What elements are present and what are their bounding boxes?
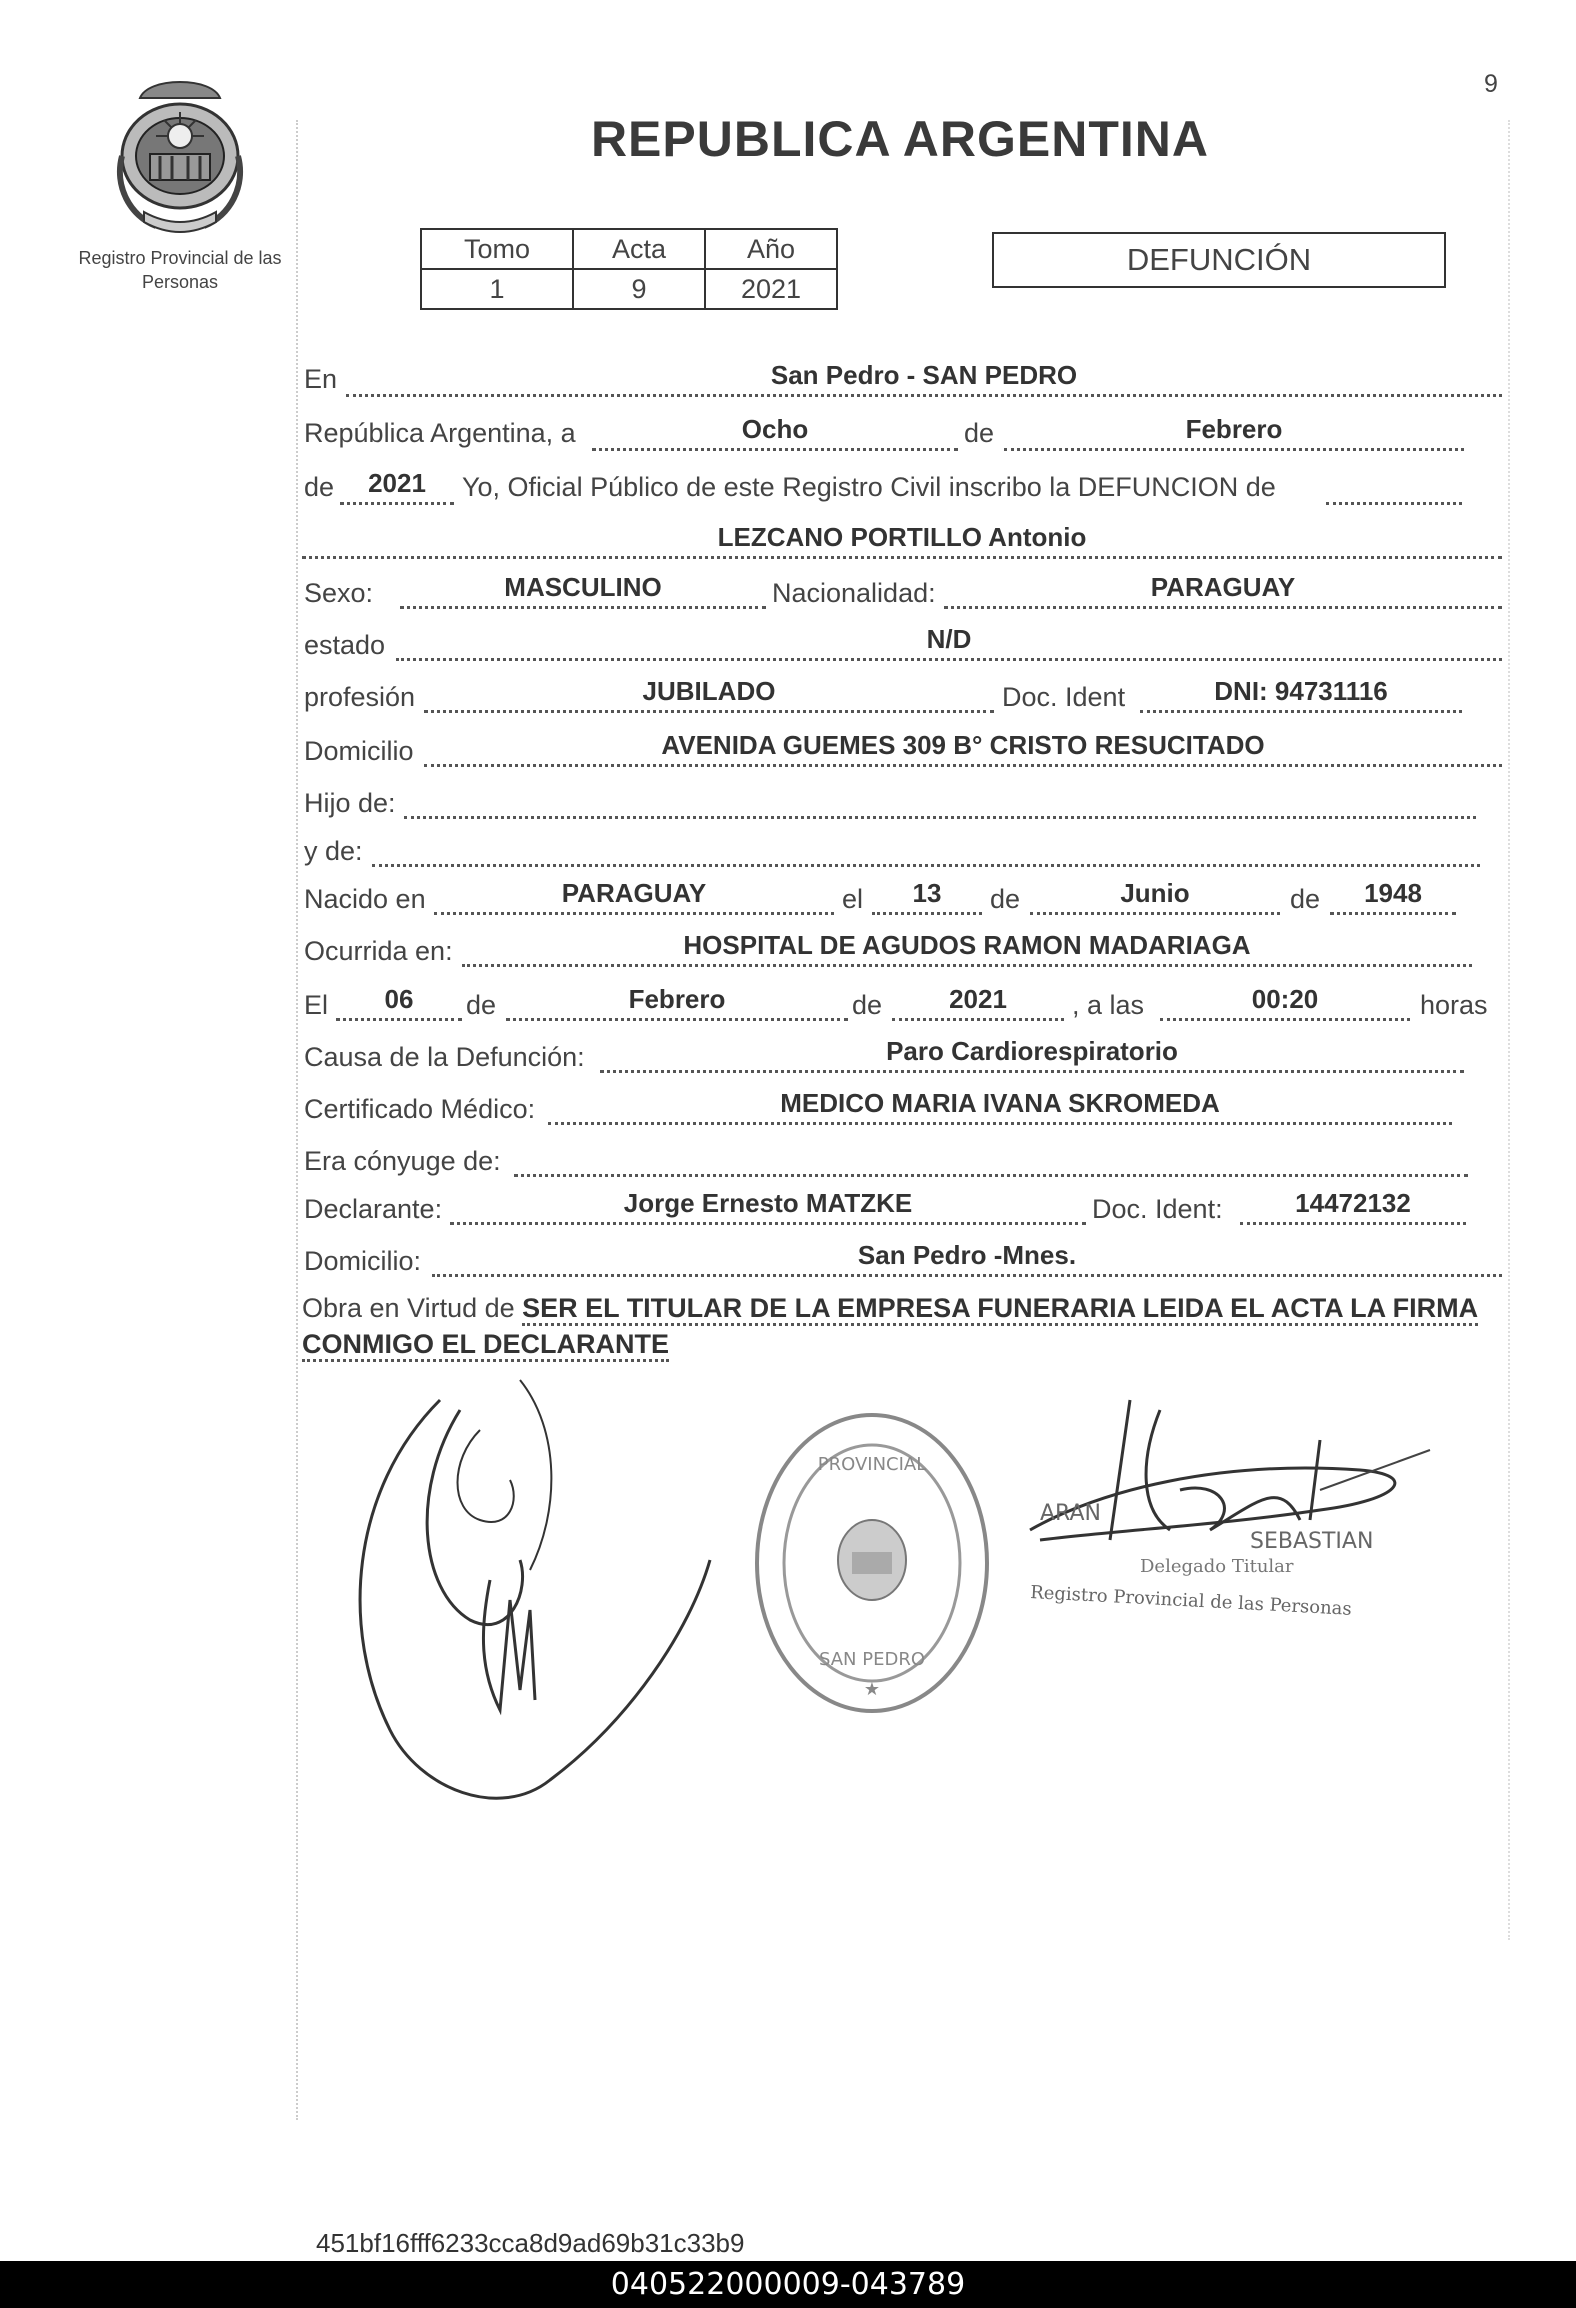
de-label-5: de (466, 990, 497, 1020)
profesion-value: JUBILADO (424, 676, 994, 713)
nac-dia-value: 13 (872, 878, 982, 915)
fall-mes-value: Febrero (506, 984, 848, 1021)
anio-header: Año (705, 229, 837, 269)
fall-hora-value: 00:20 (1160, 984, 1410, 1021)
nac-anio-value: 1948 (1330, 878, 1456, 915)
tomo-value: 1 (421, 269, 573, 309)
yo-fill (1326, 468, 1462, 505)
de-label-6: de (852, 990, 883, 1020)
svg-text:Delegado Titular: Delegado Titular (1140, 1556, 1294, 1577)
official-seal-stamp (752, 1410, 992, 1716)
svg-text:SAN PEDRO: SAN PEDRO (818, 1649, 926, 1670)
horas-label: horas (1420, 990, 1488, 1020)
declarante-label: Declarante: (304, 1194, 443, 1224)
hijo-de-value (404, 782, 1476, 819)
nacido-en-label: Nacido en (304, 884, 426, 914)
domicilio-value: AVENIDA GUEMES 309 B° CRISTO RESUCITADO (424, 730, 1502, 767)
doc-ident-label-2: Doc. Ident: (1092, 1194, 1223, 1224)
document-code-bar: 040522000009-043789 (0, 2261, 1576, 2308)
document-hash: 451bf16fff6233cca8d9ad69b31c33b9 (316, 2228, 745, 2258)
certificado-label: Certificado Médico: (304, 1094, 536, 1124)
de-label-3: de (990, 884, 1021, 914)
svg-text:ARAN: ARAN (1040, 1501, 1101, 1526)
dia-value: Ocho (592, 414, 958, 451)
y-de-value (372, 830, 1480, 867)
svg-text:Registro Provincial de las Per: Registro Provincial de las Personas (1029, 1582, 1353, 1620)
declarante-value: Jorge Ernesto MATZKE (450, 1188, 1086, 1225)
certificado-value: MEDICO MARIA IVANA SKROMEDA (548, 1088, 1452, 1125)
de-label-2: de (304, 472, 335, 502)
svg-text:PROVINCIAL: PROVINCIAL (817, 1454, 927, 1475)
causa-label: Causa de la Defunción: (304, 1042, 585, 1072)
acta-header: Acta (573, 229, 705, 269)
a-las-label: , a las (1072, 990, 1145, 1020)
conyuge-label: Era cónyuge de: (304, 1146, 501, 1176)
fall-dia-value: 06 (336, 984, 462, 1021)
causa-value: Paro Cardiorespiratorio (600, 1036, 1464, 1073)
page-number: 9 (1484, 70, 1498, 98)
profesion-label: profesión (304, 682, 416, 712)
sexo-value: MASCULINO (400, 572, 766, 609)
sexo-label: Sexo: (304, 578, 374, 608)
nacido-en-value: PARAGUAY (434, 878, 834, 915)
de-label: de (964, 418, 995, 448)
estado-label: estado (304, 630, 386, 660)
y-de-label: y de: (304, 836, 363, 866)
hijo-de-label: Hijo de: (304, 788, 396, 818)
obra-value: SER EL TITULAR DE LA EMPRESA FUNERARIA LEIDA EL ACTA LA FIRMA CONMIGO EL DECLARANTE (302, 1293, 1478, 1362)
el-label: el (842, 884, 864, 914)
tomo-header: Tomo (421, 229, 573, 269)
official-signature-stamp (1020, 1380, 1440, 1620)
right-margin-guide (1508, 120, 1512, 1940)
en-label: En (304, 364, 338, 394)
domicilio-label-2: Domicilio: (304, 1246, 422, 1276)
page-title: REPUBLICA ARGENTINA (590, 111, 1210, 167)
nac-mes-value: Junio (1030, 878, 1280, 915)
estado-value: N/D (396, 624, 1502, 661)
left-margin-guide (296, 120, 300, 2120)
fall-anio-value: 2021 (892, 984, 1064, 1021)
deceased-name: LEZCANO PORTILLO Antonio (302, 522, 1502, 559)
conyuge-value (514, 1140, 1468, 1177)
nacionalidad-label: Nacionalidad: (772, 578, 936, 608)
mes-value: Febrero (1004, 414, 1464, 451)
doc-ident-label: Doc. Ident (1002, 682, 1126, 712)
obra-en-virtud-paragraph (302, 1290, 1502, 1362)
yo-oficial-text: Yo, Oficial Público de este Registro Civil inscribo la DEFUNCION de (462, 472, 1276, 502)
republica-label: República Argentina, a (304, 418, 576, 448)
de-label-4: de (1290, 884, 1321, 914)
declarant-signature (330, 1370, 730, 1830)
domicilio-label: Domicilio (304, 736, 414, 766)
declarante-doc-value: 14472132 (1240, 1188, 1466, 1225)
ocurrida-en-label: Ocurrida en: (304, 936, 453, 966)
obra-label: Obra en Virtud de (302, 1293, 515, 1323)
ocurrida-en-value: HOSPITAL DE AGUDOS RAMON MADARIAGA (462, 930, 1472, 967)
el-cap-label: El (304, 990, 329, 1020)
acta-value: 9 (573, 269, 705, 309)
anio-value: 2021 (705, 269, 837, 309)
doc-ident-value: DNI: 94731116 (1140, 676, 1462, 713)
tomo-acta-anio-table (420, 228, 838, 310)
domicilio2-value: San Pedro -Mnes. (432, 1240, 1502, 1277)
lugar-value: San Pedro - SAN PEDRO (346, 360, 1502, 397)
svg-text:★: ★ (863, 1679, 881, 1700)
svg-text:SEBASTIAN: SEBASTIAN (1250, 1529, 1374, 1554)
document-type-box: DEFUNCIÓN (992, 232, 1446, 288)
anio-value: 2021 (340, 468, 454, 505)
nacionalidad-value: PARAGUAY (944, 572, 1502, 609)
registry-label: Registro Provincial de las Personas (78, 248, 282, 292)
